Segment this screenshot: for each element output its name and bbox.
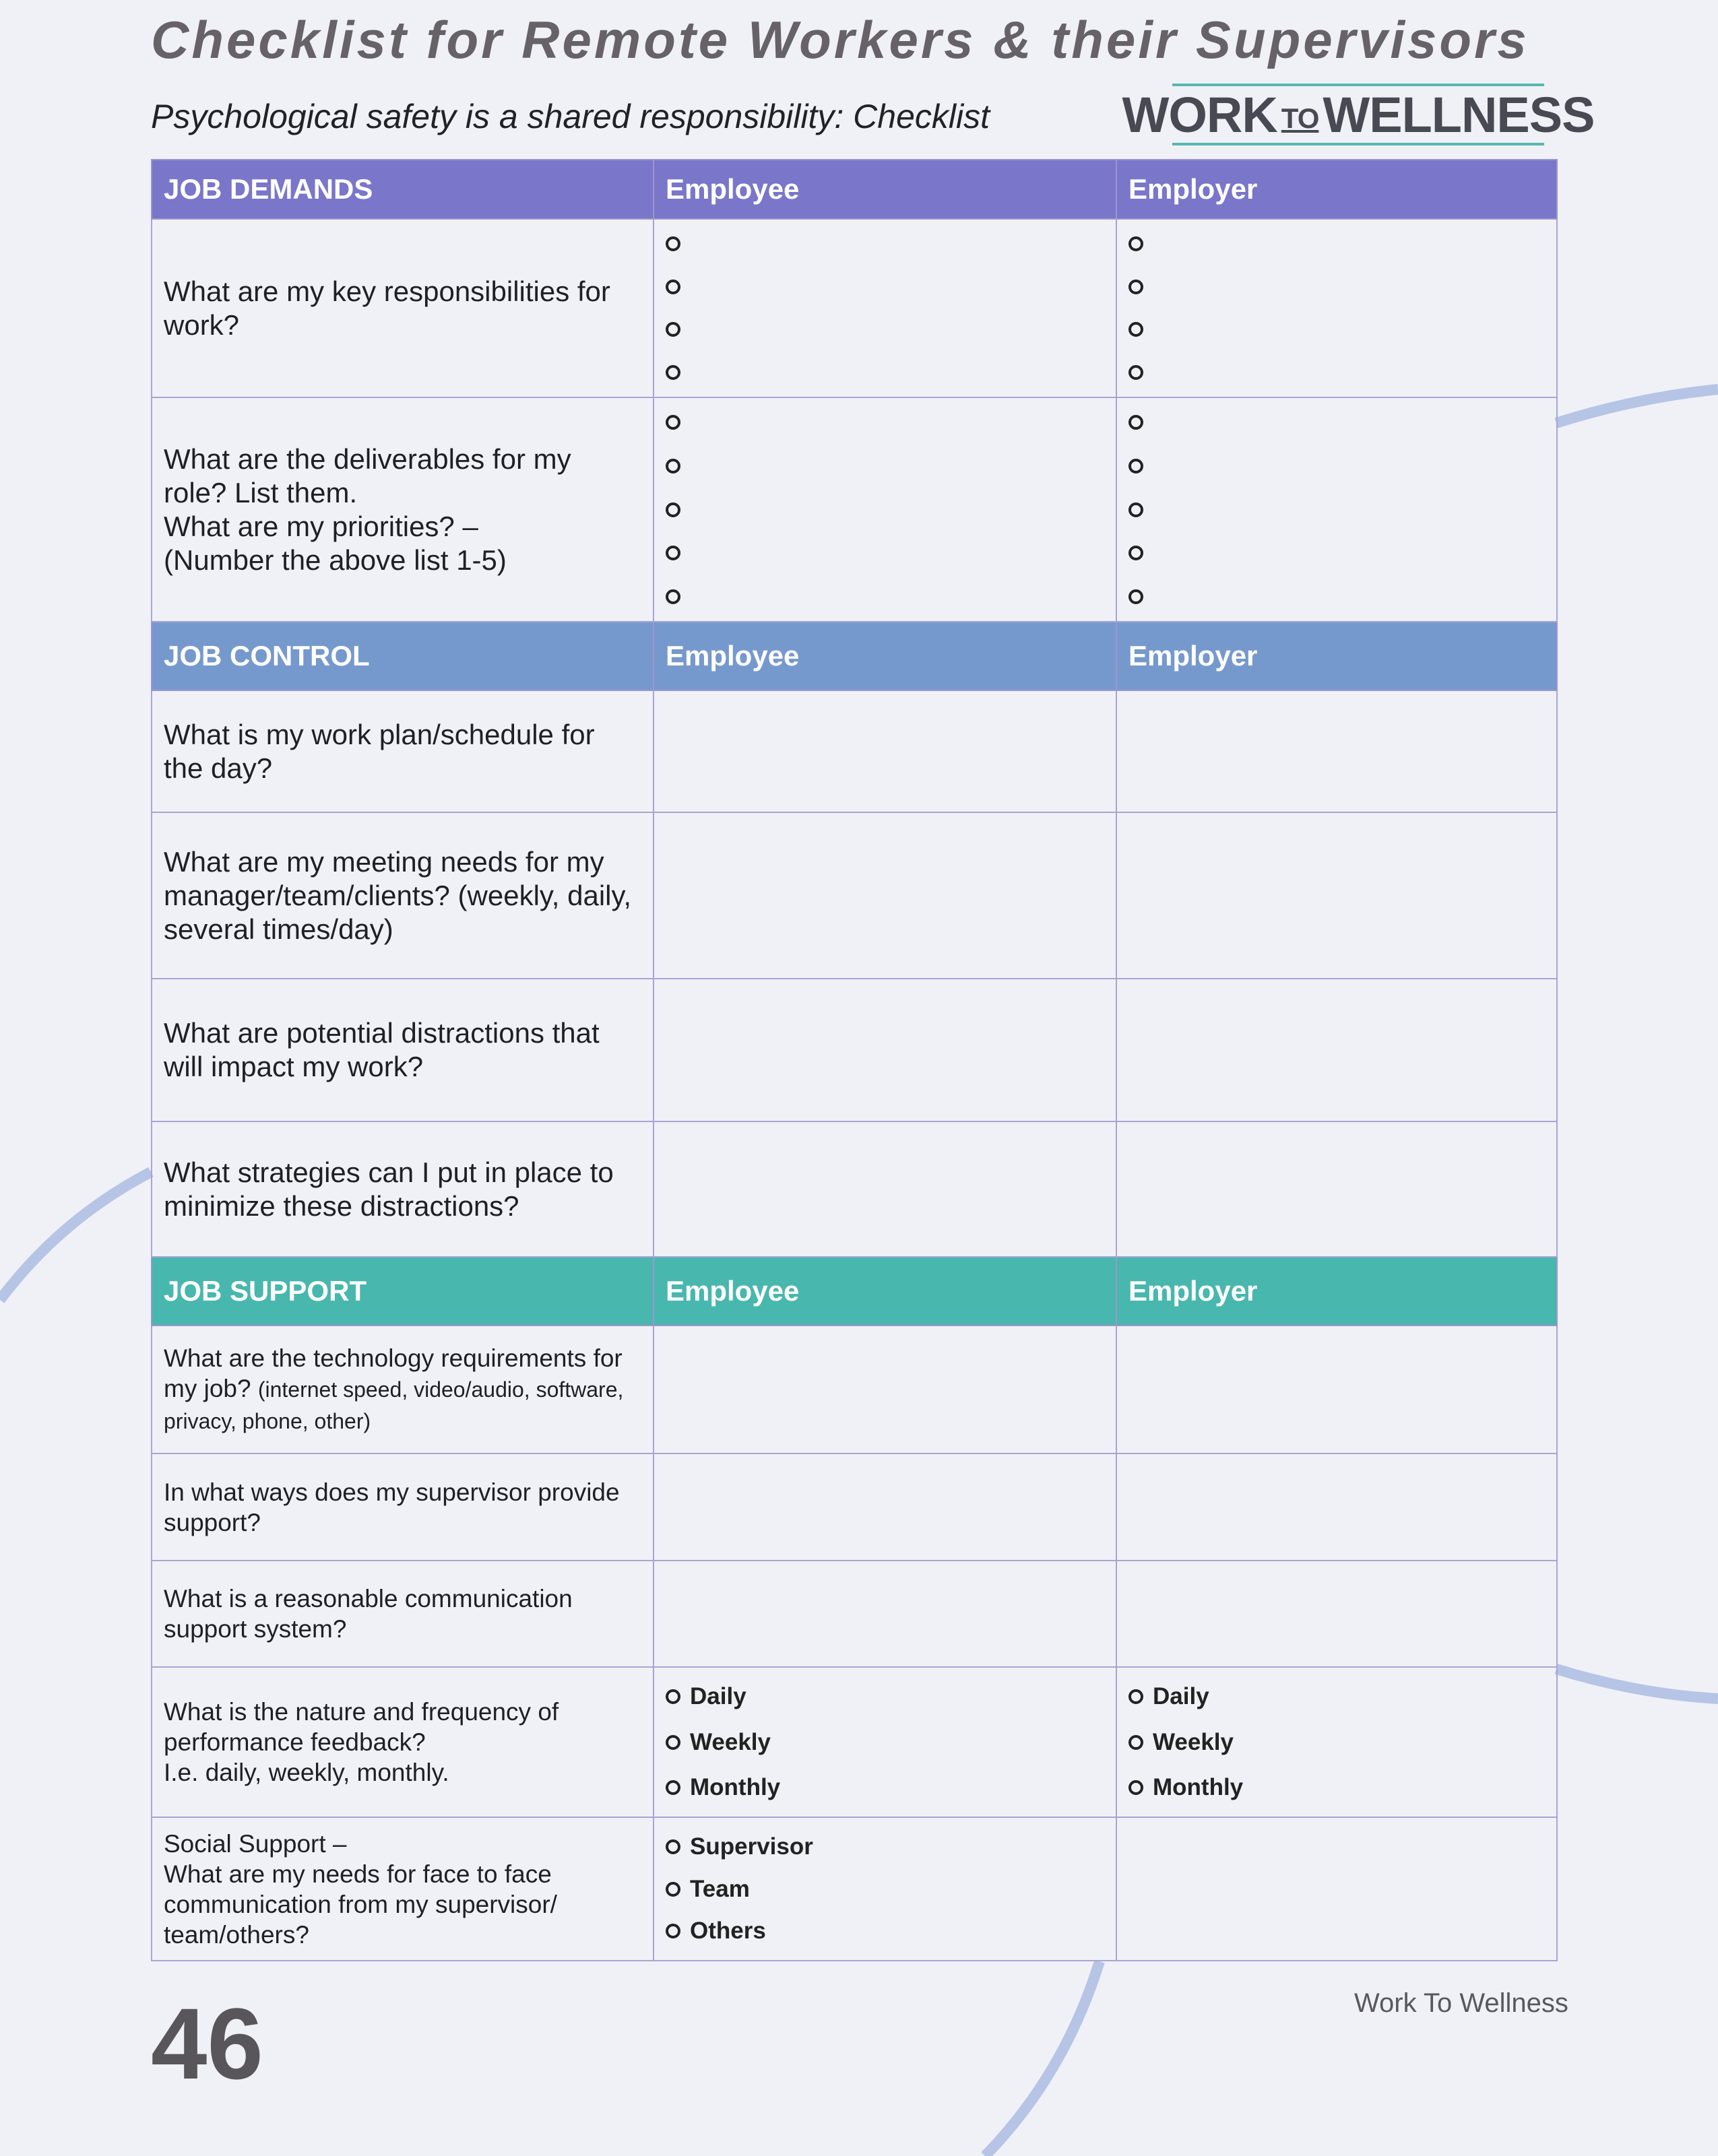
question-line: What is the nature and frequency of performance feedback? xyxy=(164,1698,559,1756)
employee-cell xyxy=(654,1667,1116,1817)
option-supervisor[interactable] xyxy=(666,1833,1104,1860)
question-cell: What is my work plan/schedule for the day? xyxy=(152,690,654,812)
option-label: Daily xyxy=(690,1683,746,1709)
checklist-table xyxy=(151,159,1558,1961)
employer-cell[interactable] xyxy=(1116,397,1557,622)
employer-cell[interactable] xyxy=(1116,1326,1557,1453)
bullet-circle-icon[interactable] xyxy=(666,365,680,380)
table-row xyxy=(152,1561,1557,1667)
radio-circle-icon[interactable] xyxy=(666,1689,680,1704)
option-daily[interactable] xyxy=(1128,1683,1545,1710)
column-employer-header: Employer xyxy=(1116,622,1557,690)
option-monthly[interactable] xyxy=(666,1774,1104,1801)
page-number: 46 xyxy=(151,1987,263,2100)
question-line: What are my priorities? – xyxy=(164,510,478,542)
bullet-circle-icon[interactable] xyxy=(1128,459,1143,473)
employee-cell[interactable] xyxy=(654,1121,1116,1257)
bullet-circle-icon[interactable] xyxy=(666,280,680,294)
work-to-wellness-logo xyxy=(1122,84,1595,145)
option-label: Others xyxy=(690,1918,766,1944)
employer-cell[interactable] xyxy=(1116,979,1557,1121)
option-label: Supervisor xyxy=(690,1833,813,1860)
radio-circle-icon[interactable] xyxy=(666,1735,680,1750)
table-row xyxy=(152,690,1557,812)
column-employer-header: Employer xyxy=(1116,160,1557,219)
question-line: What are the deliverables for my role? List them. xyxy=(164,443,571,509)
option-list xyxy=(666,1668,1104,1816)
option-label: Team xyxy=(690,1875,750,1902)
employer-cell[interactable] xyxy=(1116,219,1557,397)
section-header-job-demands xyxy=(152,160,1557,219)
option-label: Weekly xyxy=(690,1728,771,1755)
employer-cell[interactable] xyxy=(1116,1121,1557,1257)
logo-word-work: WORK xyxy=(1122,86,1277,143)
employer-cell[interactable] xyxy=(1116,1561,1557,1667)
radio-circle-icon[interactable] xyxy=(666,1780,680,1795)
option-monthly[interactable] xyxy=(1128,1774,1545,1801)
radio-circle-icon[interactable] xyxy=(666,1839,680,1854)
section-title: JOB SUPPORT xyxy=(152,1257,654,1326)
bullet-circle-icon[interactable] xyxy=(1128,322,1143,337)
section-header-job-control xyxy=(152,622,1557,690)
section-header-job-support xyxy=(152,1257,1557,1326)
employee-cell[interactable] xyxy=(654,812,1116,979)
bullet-circle-icon[interactable] xyxy=(666,322,680,337)
bullet-circle-icon[interactable] xyxy=(1128,236,1143,251)
question-cell: What are my meeting needs for my manager/team/clients? (weekly, daily, several times/day) xyxy=(152,812,654,979)
employee-cell[interactable] xyxy=(654,219,1116,397)
column-employee-header: Employee xyxy=(654,160,1116,219)
question-cell xyxy=(152,397,654,622)
bullet-list xyxy=(666,220,1104,396)
question-cell: What is a reasonable communication support system? xyxy=(152,1561,654,1667)
table-row xyxy=(152,1121,1557,1257)
question-line: (Number the above list 1-5) xyxy=(164,544,507,576)
logo-word-to: TO xyxy=(1281,102,1319,134)
employer-cell xyxy=(1116,1667,1557,1817)
question-note: (internet speed, video/audio, software, privacy, phone, other) xyxy=(164,1377,624,1433)
footer-brand: Work To Wellness xyxy=(1354,1988,1568,2018)
question-cell xyxy=(152,1817,654,1961)
section-title: JOB DEMANDS xyxy=(152,160,654,219)
bullet-list xyxy=(666,399,1104,620)
table-row xyxy=(152,397,1557,622)
radio-circle-icon[interactable] xyxy=(666,1924,680,1938)
radio-circle-icon[interactable] xyxy=(1128,1689,1143,1704)
employer-cell[interactable] xyxy=(1116,812,1557,979)
table-row xyxy=(152,1326,1557,1453)
bullet-circle-icon[interactable] xyxy=(1128,415,1143,430)
option-weekly[interactable] xyxy=(666,1729,1104,1756)
column-employee-header: Employee xyxy=(654,622,1116,690)
employee-cell xyxy=(654,1817,1116,1961)
bullet-circle-icon[interactable] xyxy=(666,415,680,430)
bullet-circle-icon[interactable] xyxy=(666,589,680,604)
bullet-circle-icon[interactable] xyxy=(1128,365,1143,380)
question-line: Social Support – xyxy=(164,1829,347,1858)
question-cell: What are my key responsibilities for work? xyxy=(152,219,654,397)
radio-circle-icon[interactable] xyxy=(1128,1780,1143,1795)
question-cell xyxy=(152,1667,654,1817)
bullet-circle-icon[interactable] xyxy=(1128,280,1143,294)
question-line: What are my needs for face to face communication from my supervisor/ team/others? xyxy=(164,1860,557,1949)
option-weekly[interactable] xyxy=(1128,1729,1545,1756)
bullet-circle-icon[interactable] xyxy=(666,502,680,517)
employer-cell[interactable] xyxy=(1116,1817,1557,1961)
question-cell: What are potential distractions that will impact my work? xyxy=(152,979,654,1121)
column-employee-header: Employee xyxy=(654,1257,1116,1326)
bullet-list xyxy=(1128,399,1545,620)
bullet-circle-icon[interactable] xyxy=(1128,589,1143,604)
bullet-circle-icon[interactable] xyxy=(1128,546,1143,560)
option-label: Weekly xyxy=(1153,1728,1234,1755)
option-label: Daily xyxy=(1153,1683,1209,1709)
option-list xyxy=(666,1819,1104,1959)
employee-cell[interactable] xyxy=(654,1561,1116,1667)
employee-cell[interactable] xyxy=(654,690,1116,812)
employee-cell[interactable] xyxy=(654,979,1116,1121)
table-row xyxy=(152,1667,1557,1817)
bullet-circle-icon[interactable] xyxy=(666,236,680,251)
employee-cell[interactable] xyxy=(654,1453,1116,1561)
question-text: What are the technology requirements for my job? xyxy=(164,1344,623,1402)
question-cell xyxy=(152,1326,654,1453)
employee-cell[interactable] xyxy=(654,1326,1116,1453)
section-title: JOB CONTROL xyxy=(152,622,654,690)
radio-circle-icon[interactable] xyxy=(1128,1735,1143,1750)
table-row xyxy=(152,979,1557,1121)
option-list xyxy=(1128,1668,1545,1816)
option-daily[interactable] xyxy=(666,1683,1104,1710)
question-line: I.e. daily, weekly, monthly. xyxy=(164,1759,449,1786)
bullet-circle-icon[interactable] xyxy=(1128,502,1143,517)
page-title: Checklist for Remote Workers & their Supervisors xyxy=(151,10,1529,69)
table-row xyxy=(152,219,1557,397)
employee-cell[interactable] xyxy=(654,397,1116,622)
bullet-circle-icon[interactable] xyxy=(666,546,680,560)
option-others[interactable] xyxy=(666,1918,1104,1945)
table-row xyxy=(152,1817,1557,1961)
page-subtitle: Psychological safety is a shared responsibility: Checklist xyxy=(151,98,990,135)
employer-cell[interactable] xyxy=(1116,690,1557,812)
question-cell: In what ways does my supervisor provide support? xyxy=(152,1453,654,1561)
bullet-circle-icon[interactable] xyxy=(666,459,680,473)
bullet-list xyxy=(1128,220,1545,396)
table-row xyxy=(152,812,1557,979)
option-team[interactable] xyxy=(666,1876,1104,1903)
column-employer-header: Employer xyxy=(1116,1257,1557,1326)
question-cell: What strategies can I put in place to minimize these distractions? xyxy=(152,1121,654,1257)
option-label: Monthly xyxy=(690,1774,781,1800)
employer-cell[interactable] xyxy=(1116,1453,1557,1561)
logo-word-wellness: WELLNESS xyxy=(1323,86,1595,143)
option-label: Monthly xyxy=(1153,1774,1244,1800)
radio-circle-icon[interactable] xyxy=(666,1882,680,1897)
table-row xyxy=(152,1453,1557,1561)
